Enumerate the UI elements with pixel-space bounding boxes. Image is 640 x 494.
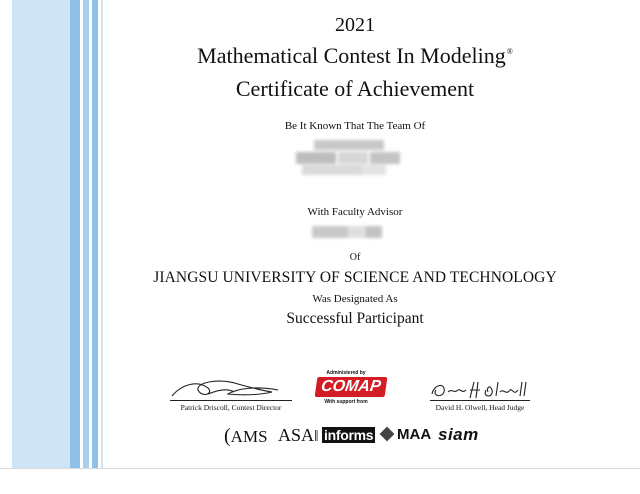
contest-title-text: Mathematical Contest In Modeling	[197, 43, 506, 68]
support-from: With support from	[324, 399, 368, 405]
maa-logo: MAA	[380, 426, 431, 443]
judge-signature-line	[430, 400, 530, 401]
judge-signature	[428, 378, 534, 402]
maa-emblem-icon	[380, 427, 395, 442]
asa-logo: ASAǁ	[278, 425, 319, 445]
team-names-redacted	[296, 138, 404, 178]
contest-title	[110, 43, 600, 69]
award-title: Successful Participant	[286, 310, 424, 327]
director-signature-line	[170, 400, 292, 401]
contest-year: 2021	[335, 14, 375, 36]
comap-logo	[316, 370, 382, 418]
advisor-label: With Faculty Advisor	[307, 206, 403, 218]
of-text: Of	[349, 252, 361, 263]
informs-logo: informs	[324, 427, 374, 443]
comap-mark: COMAP	[315, 377, 387, 397]
registered-mark: ®	[506, 47, 513, 56]
director-caption: Patrick Driscoll, Contest Director	[180, 403, 282, 412]
ams-logo: (AMS	[224, 425, 268, 447]
known-text: Be It Known That The Team Of	[284, 120, 426, 132]
asa-bars-icon: ǁ	[314, 428, 319, 445]
bottom-border	[0, 468, 640, 469]
designated-text: Was Designated As	[312, 293, 398, 305]
ams-emblem-icon: (	[224, 425, 231, 447]
university-name: JIANGSU UNIVERSITY OF SCIENCE AND TECHNOLOGY	[153, 269, 557, 286]
sponsor-logos	[224, 422, 494, 450]
decorative-stripes	[12, 0, 102, 468]
judge-caption: David H. Olwell, Head Judge	[435, 403, 525, 412]
siam-logo: siam	[438, 425, 479, 444]
certificate-subtitle: Certificate of Achievement	[235, 76, 475, 101]
administered-by: Administered by	[326, 370, 366, 376]
director-signature	[168, 376, 292, 402]
advisor-name-redacted	[312, 224, 384, 242]
